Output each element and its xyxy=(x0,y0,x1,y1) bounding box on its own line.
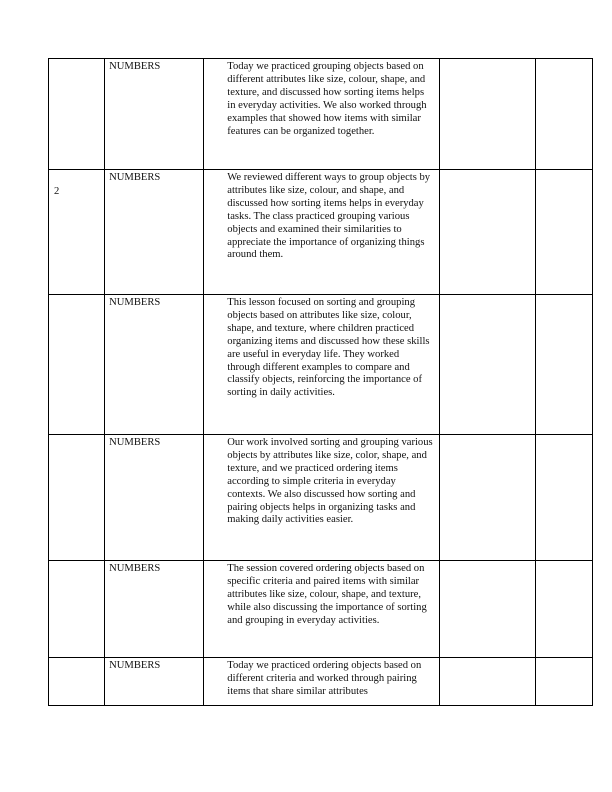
week-cell xyxy=(49,658,105,706)
week-number xyxy=(54,71,104,75)
subject-cell: NUMBERS xyxy=(105,561,204,658)
week-number: 2 xyxy=(54,186,60,197)
subject-cell: NUMBERS xyxy=(105,295,204,435)
table-row xyxy=(49,561,593,658)
description-cell: Today we practiced grouping objects based on different attributes like size, colour, shape, and texture, and discussed how sorting items helps in everyday activities. We also worked through examples that showed how items with similar features can be organized together. xyxy=(204,59,439,170)
table-row xyxy=(49,170,593,295)
description-cell: Our work involved sorting and grouping various objects by attributes like size, color, shape, and texture, and we practiced ordering items according to simple criteria in everyday contexts. We also discussed how sorting and pairing objects helps in organizing tasks and making daily activities easier. xyxy=(204,435,439,561)
week-cell xyxy=(49,295,105,435)
description-cell: The session covered ordering objects based on specific criteria and paired items with similar attributes like size, colour, shape, and texture, while also discussing the importance of sorting and grouping in everyday activities. xyxy=(204,561,439,658)
week-cell xyxy=(49,59,105,170)
empty-cell-col4 xyxy=(439,658,535,706)
subject-cell: NUMBERS xyxy=(105,170,204,295)
subject-cell: NUMBERS xyxy=(105,435,204,561)
empty-cell-col5 xyxy=(535,658,592,706)
week-number xyxy=(54,573,104,577)
empty-cell-col5 xyxy=(535,59,592,170)
week-number xyxy=(54,307,104,311)
empty-cell-col4 xyxy=(439,435,535,561)
empty-cell-col4 xyxy=(439,561,535,658)
empty-cell-col5 xyxy=(535,561,592,658)
empty-cell-col5 xyxy=(535,295,592,435)
table-row xyxy=(49,435,593,561)
empty-cell-col5 xyxy=(535,435,592,561)
week-cell xyxy=(49,435,105,561)
empty-cell-col5 xyxy=(535,170,592,295)
subject-cell: NUMBERS xyxy=(105,658,204,706)
description-cell: This lesson focused on sorting and grouping objects based on attributes like size, colour, shape, and texture, where children practiced organizing items and discussed how these skills are useful in everyday life. They worked through different examples to compare and classify objects, reinforcing the importance of sorting in daily activities. xyxy=(204,295,439,435)
empty-cell-col4 xyxy=(439,170,535,295)
week-number xyxy=(54,670,104,674)
description-cell: We reviewed different ways to group objects by attributes like size, colour, and shape, and discussed how sorting items helps in everyday tasks. The class practiced grouping various objects and examined their similarities to appreciate the importance of organizing things around them. xyxy=(204,170,439,295)
week-cell xyxy=(49,561,105,658)
week-number xyxy=(54,447,104,451)
lesson-plan-table xyxy=(48,58,593,706)
description-cell: Today we practiced ordering objects based on different criteria and worked through pairing items that share similar attributes xyxy=(204,658,439,706)
table-row xyxy=(49,295,593,435)
subject-cell: NUMBERS xyxy=(105,59,204,170)
week-cell xyxy=(49,170,105,295)
table-row xyxy=(49,658,593,706)
table-row xyxy=(49,59,593,170)
empty-cell-col4 xyxy=(439,59,535,170)
empty-cell-col4 xyxy=(439,295,535,435)
